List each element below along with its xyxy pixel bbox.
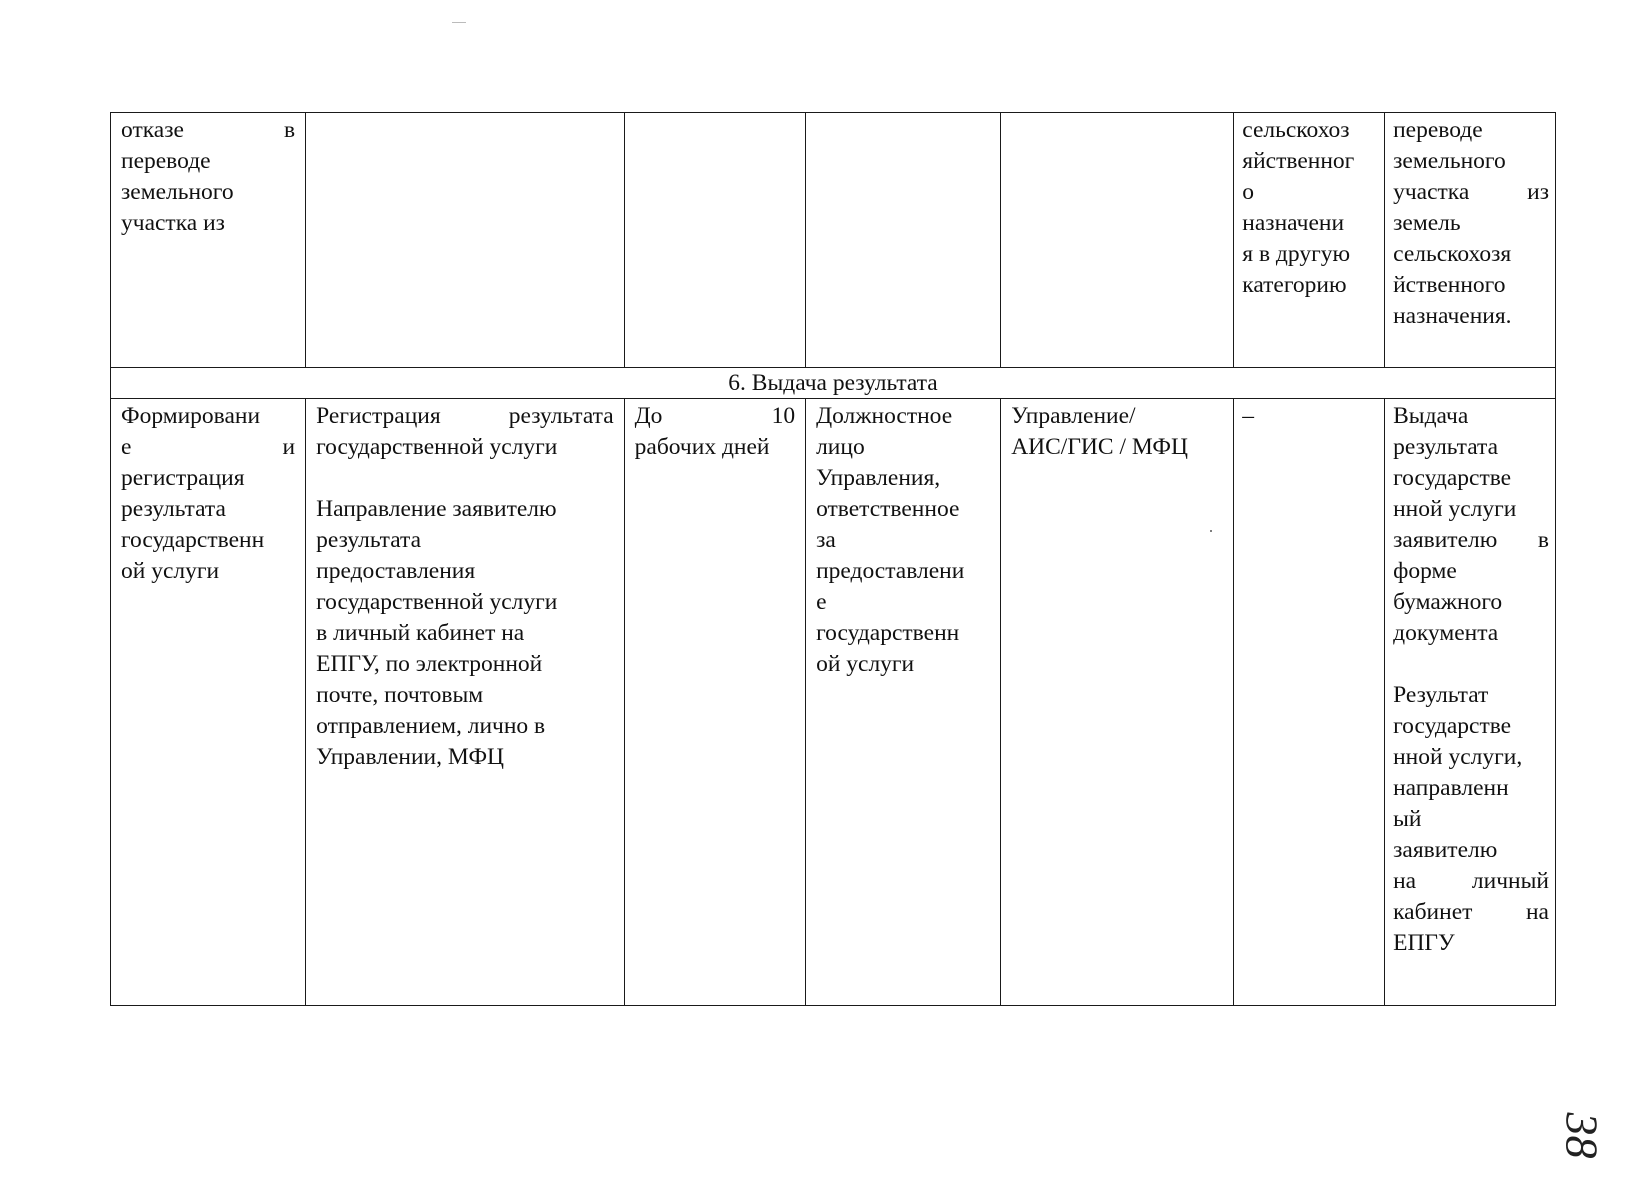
cell-system: Управление/ АИС/ГИС / МФЦ xyxy=(1001,399,1234,1006)
table-row xyxy=(111,399,1556,1006)
cell-term xyxy=(624,113,805,368)
cell-procedure: Формировани е и регистрация результата государственн ой услуги xyxy=(111,399,306,1006)
page-number: 38 xyxy=(1556,1112,1608,1159)
section-title: 6. Выдача результата xyxy=(111,368,1556,399)
scan-speck xyxy=(1210,530,1212,532)
cell-result: Выдача результата государстве нной услуги заявителю в форме бумажного документа Результат государстве нной услуги, направленн ый заявителю на личный кабинет на ЕПГУ xyxy=(1385,399,1556,1006)
procedure-table xyxy=(110,112,1556,1006)
table-row xyxy=(111,113,1556,368)
cell-criteria: – xyxy=(1234,399,1385,1006)
section-header-row xyxy=(111,368,1556,399)
cell-action xyxy=(306,113,625,368)
cell-responsible: Должностное лицо Управления, ответственное за предоставлени е государственн ой услуги xyxy=(806,399,1001,1006)
cell-result: переводе земельного участка из земель сельскохозя йственного назначения. xyxy=(1385,113,1556,368)
scan-speck xyxy=(452,22,466,23)
cell-responsible xyxy=(806,113,1001,368)
cell-action: Регистрация результата государственной услуги Направление заявителю результата предоставления государственной услуги в личный кабинет на ЕПГУ, по электронной почте, почтовым отправлением, лично в Управлении, МФЦ xyxy=(306,399,625,1006)
cell-term: До 10 рабочих дней xyxy=(624,399,805,1006)
cell-system xyxy=(1001,113,1234,368)
cell-procedure: отказе в переводе земельного участка из xyxy=(111,113,306,368)
cell-criteria: сельскохоз яйственног о назначени я в другую категорию xyxy=(1234,113,1385,368)
